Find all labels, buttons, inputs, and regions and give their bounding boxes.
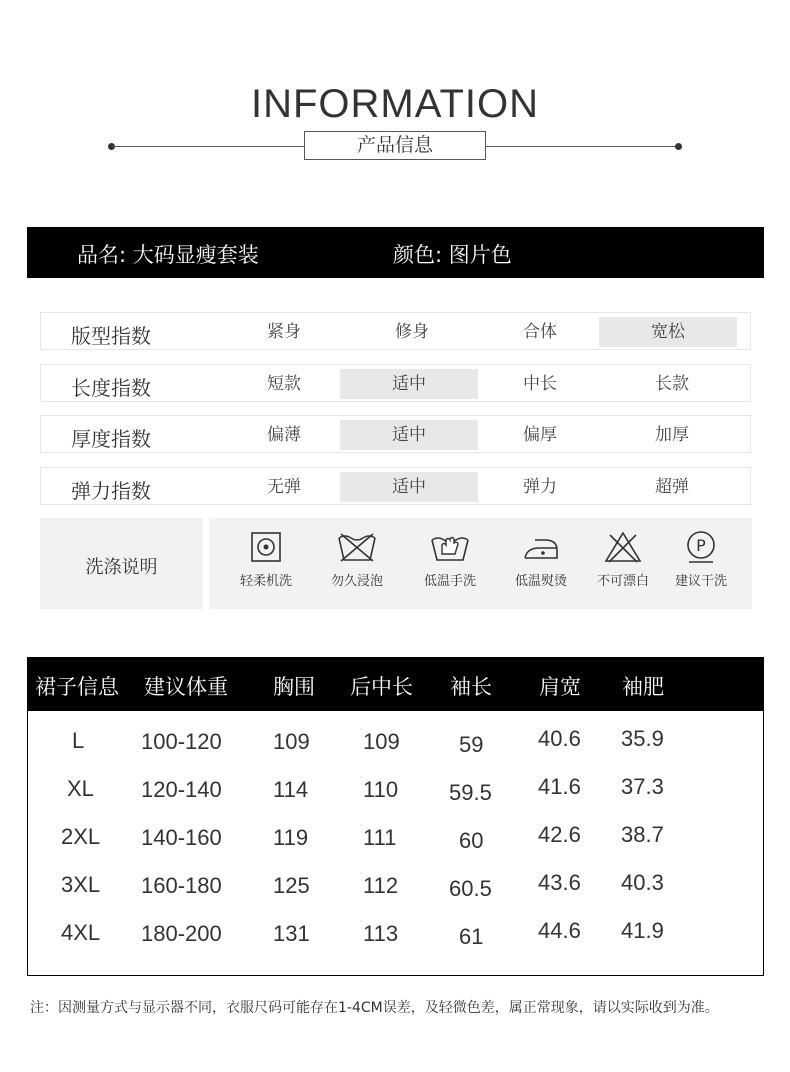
index-option: 偏薄 <box>267 425 301 445</box>
wash-item <box>583 530 663 589</box>
sleeve-width-cell: 37.3 <box>621 774 664 799</box>
index-label: 厚度指数 <box>71 427 151 451</box>
wash-label: 不可漂白 <box>596 574 649 589</box>
index-row-elasticity <box>40 467 751 505</box>
size-cell: L <box>72 728 85 753</box>
index-option-selected: 适中 <box>340 420 478 450</box>
index-label: 版型指数 <box>71 324 151 348</box>
divider-dot-right <box>675 143 682 150</box>
sleeve-cell: 59.5 <box>449 780 492 805</box>
size-cell: XL <box>67 776 94 801</box>
low-iron-icon <box>519 530 563 564</box>
column-header: 后中长 <box>350 675 413 699</box>
length-cell: 111 <box>363 825 397 850</box>
washing-title: 洗涤说明 <box>85 557 158 578</box>
weight-cell: 180-200 <box>141 921 222 946</box>
wash-item <box>661 530 741 589</box>
section-subtitle: 产品信息 <box>304 131 486 160</box>
chest-cell: 119 <box>273 825 309 850</box>
index-option: 弹力 <box>523 477 557 497</box>
shoulder-cell: 44.6 <box>538 918 581 943</box>
divider-line-left <box>112 146 304 147</box>
shoulder-cell: 42.6 <box>538 822 581 847</box>
product-color: 颜色: 图片色 <box>393 243 512 267</box>
index-option: 长款 <box>655 374 689 394</box>
sleeve-width-cell: 35.9 <box>621 726 664 751</box>
sleeve-cell: 59 <box>459 732 484 757</box>
column-header: 肩宽 <box>539 675 581 699</box>
sleeve-cell: 60 <box>459 828 484 853</box>
column-header: 袖长 <box>450 675 492 699</box>
chest-cell: 125 <box>273 873 310 898</box>
index-label: 弹力指数 <box>71 479 151 503</box>
index-row-length <box>40 364 751 402</box>
wash-label: 低温手洗 <box>423 574 476 589</box>
index-option: 加厚 <box>655 425 689 445</box>
wash-item <box>317 530 397 589</box>
gentle-machine-wash-icon <box>249 530 283 564</box>
index-option: 无弹 <box>267 477 301 497</box>
sleeve-cell: 60.5 <box>449 876 492 901</box>
size-cell: 3XL <box>61 872 101 897</box>
sleeve-cell: 61 <box>459 924 484 949</box>
size-table <box>27 657 764 976</box>
shoulder-cell: 40.6 <box>538 726 581 751</box>
wash-label: 轻柔机洗 <box>239 574 292 589</box>
wash-item <box>226 530 306 589</box>
column-header: 袖肥 <box>622 675 664 699</box>
weight-cell: 160-180 <box>141 873 222 898</box>
index-option: 偏厚 <box>523 425 557 445</box>
index-option: 超弹 <box>655 477 689 497</box>
length-cell: 110 <box>363 777 399 802</box>
index-option: 合体 <box>523 322 557 342</box>
sleeve-width-cell: 38.7 <box>621 822 664 847</box>
index-option: 短款 <box>267 374 301 394</box>
product-name: 品名: 大码显瘦套装 <box>77 243 259 267</box>
wash-label: 低温熨烫 <box>514 574 567 589</box>
index-option-selected: 宽松 <box>599 317 737 347</box>
svg-text:P: P <box>696 536 706 555</box>
size-cell: 4XL <box>61 920 101 945</box>
column-header: 胸围 <box>273 675 315 699</box>
washing-title-cell <box>40 518 203 609</box>
weight-cell: 140-160 <box>141 825 222 850</box>
length-cell: 112 <box>363 873 399 898</box>
length-cell: 113 <box>363 921 399 946</box>
measurement-note: 注：因测量方式与显示器不同，衣服尺码可能存在1-4CM误差，及轻微色差，属正常现象，请以实际收到为准。 <box>30 1000 719 1016</box>
shoulder-cell: 43.6 <box>538 870 581 895</box>
chest-cell: 114 <box>273 777 309 802</box>
wash-item <box>501 530 581 589</box>
wash-item <box>410 530 490 589</box>
index-option-selected: 适中 <box>340 472 478 502</box>
column-header: 裙子信息 <box>35 675 119 699</box>
dry-clean-icon <box>681 530 721 564</box>
shoulder-cell: 41.6 <box>538 774 581 799</box>
length-cell: 109 <box>363 729 400 754</box>
page-title: INFORMATION <box>250 82 539 126</box>
no-long-soak-icon <box>335 530 379 564</box>
index-option: 中长 <box>523 374 557 394</box>
chest-cell: 109 <box>273 729 310 754</box>
index-option: 紧身 <box>267 322 301 342</box>
sleeve-width-cell: 40.3 <box>621 870 664 895</box>
index-option: 修身 <box>395 322 429 342</box>
column-header: 建议体重 <box>144 675 228 699</box>
hand-wash-icon <box>428 530 472 564</box>
size-cell: 2XL <box>61 824 101 849</box>
weight-cell: 120-140 <box>141 777 222 802</box>
index-row-thickness <box>40 415 751 453</box>
wash-label: 建议干洗 <box>674 574 727 589</box>
weight-cell: 100-120 <box>141 729 222 754</box>
wash-label: 勿久浸泡 <box>330 574 383 589</box>
product-info-bar <box>27 227 764 278</box>
divider-line-right <box>486 146 678 147</box>
index-row-fit <box>40 312 751 350</box>
washing-icons-panel <box>209 518 752 609</box>
size-table-header <box>28 658 763 711</box>
sleeve-width-cell: 41.9 <box>621 918 664 943</box>
chest-cell: 131 <box>273 921 310 946</box>
index-label: 长度指数 <box>71 376 151 400</box>
index-option-selected: 适中 <box>340 369 478 399</box>
no-bleach-icon <box>603 530 643 564</box>
